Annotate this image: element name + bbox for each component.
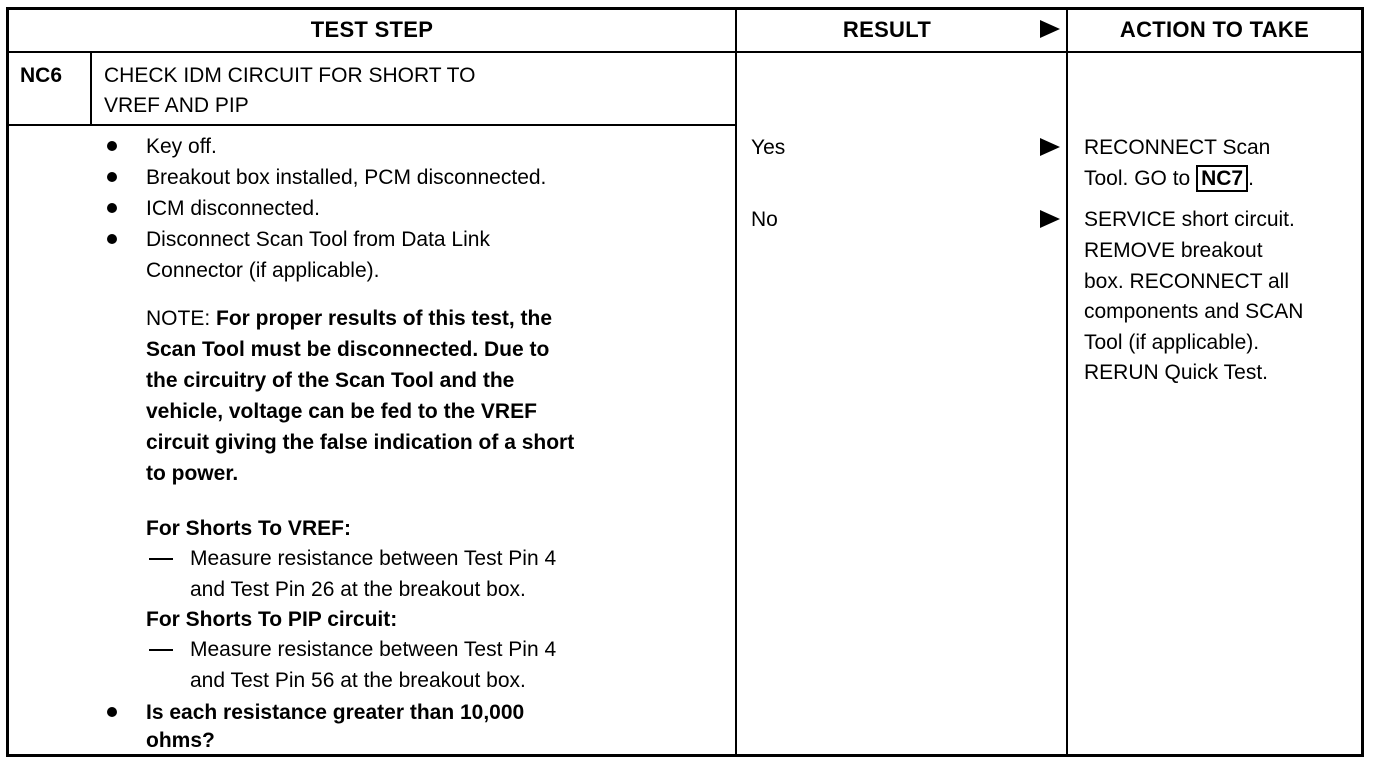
col-sep-result bbox=[735, 7, 737, 757]
dash-icon bbox=[149, 649, 173, 651]
header-test-step: TEST STEP bbox=[310, 17, 434, 42]
bullet-icon bbox=[107, 172, 117, 182]
pip-line2: and Test Pin 56 at the breakout box. bbox=[190, 669, 526, 692]
note-line3: the circuitry of the Scan Tool and the bbox=[146, 369, 515, 392]
pip-line1: Measure resistance between Test Pin 4 bbox=[190, 638, 557, 661]
note-line4: vehicle, voltage can be fed to the VREF bbox=[146, 400, 537, 423]
bullet-key-off: Key off. bbox=[146, 135, 217, 158]
bullet-breakout: Breakout box installed, PCM disconnected. bbox=[146, 166, 547, 189]
bullet-icon bbox=[107, 234, 117, 244]
step-id: NC6 bbox=[20, 64, 63, 87]
action-no-line5: Tool (if applicable). bbox=[1084, 331, 1260, 354]
note-line5: circuit giving the false indication of a short bbox=[146, 431, 575, 454]
action-no-line3: box. RECONNECT all bbox=[1084, 270, 1289, 293]
frame-left bbox=[6, 7, 9, 757]
bullet-icon bbox=[107, 707, 117, 717]
action-yes-prefix: Tool. GO to bbox=[1084, 167, 1191, 190]
note-text-1: For proper results of this test, the bbox=[216, 307, 553, 330]
dash-icon bbox=[149, 558, 173, 560]
action-yes-line2 bbox=[1084, 163, 1254, 194]
question-line1: Is each resistance greater than 10,000 bbox=[146, 701, 525, 724]
result-yes: Yes bbox=[751, 136, 786, 159]
action-yes-line1: RECONNECT Scan bbox=[1084, 136, 1271, 159]
result-no-arrow-icon bbox=[1040, 210, 1060, 228]
action-no-line4: components and SCAN bbox=[1084, 300, 1304, 323]
vref-heading: For Shorts To VREF: bbox=[146, 517, 351, 540]
vref-line1: Measure resistance between Test Pin 4 bbox=[190, 547, 557, 570]
goto-step-link[interactable]: NC7 bbox=[1196, 165, 1248, 192]
header-result: RESULT bbox=[842, 17, 932, 42]
bullet-icm: ICM disconnected. bbox=[146, 197, 320, 220]
step-id-sep bbox=[90, 51, 92, 125]
header-action: ACTION TO TAKE bbox=[1119, 17, 1310, 42]
bullet-icon bbox=[107, 203, 117, 213]
note-line1 bbox=[146, 303, 552, 334]
bullet-scan-line1: Disconnect Scan Tool from Data Link bbox=[146, 228, 490, 251]
note-line6: to power. bbox=[146, 462, 239, 485]
note-label: NOTE: bbox=[146, 307, 211, 330]
action-yes-suffix: . bbox=[1248, 167, 1254, 190]
step-title-line1: CHECK IDM CIRCUIT FOR SHORT TO bbox=[104, 64, 476, 87]
result-no: No bbox=[751, 208, 778, 231]
action-no-line6: RERUN Quick Test. bbox=[1084, 361, 1268, 384]
col-sep-action bbox=[1066, 7, 1068, 757]
vref-line2: and Test Pin 26 at the breakout box. bbox=[190, 578, 526, 601]
question-line2: ohms? bbox=[146, 729, 215, 752]
header-arrow-icon bbox=[1040, 20, 1060, 38]
frame-right bbox=[1361, 7, 1364, 757]
result-yes-arrow-icon bbox=[1040, 138, 1060, 156]
pip-heading: For Shorts To PIP circuit: bbox=[146, 608, 398, 631]
action-no-line2: REMOVE breakout bbox=[1084, 239, 1263, 262]
action-no-line1: SERVICE short circuit. bbox=[1084, 208, 1295, 231]
bullet-icon bbox=[107, 141, 117, 151]
step-title-line2: VREF AND PIP bbox=[104, 94, 249, 117]
note-line2: Scan Tool must be disconnected. Due to bbox=[146, 338, 550, 361]
step-title-rule bbox=[6, 124, 737, 126]
bullet-scan-line2: Connector (if applicable). bbox=[146, 259, 380, 282]
